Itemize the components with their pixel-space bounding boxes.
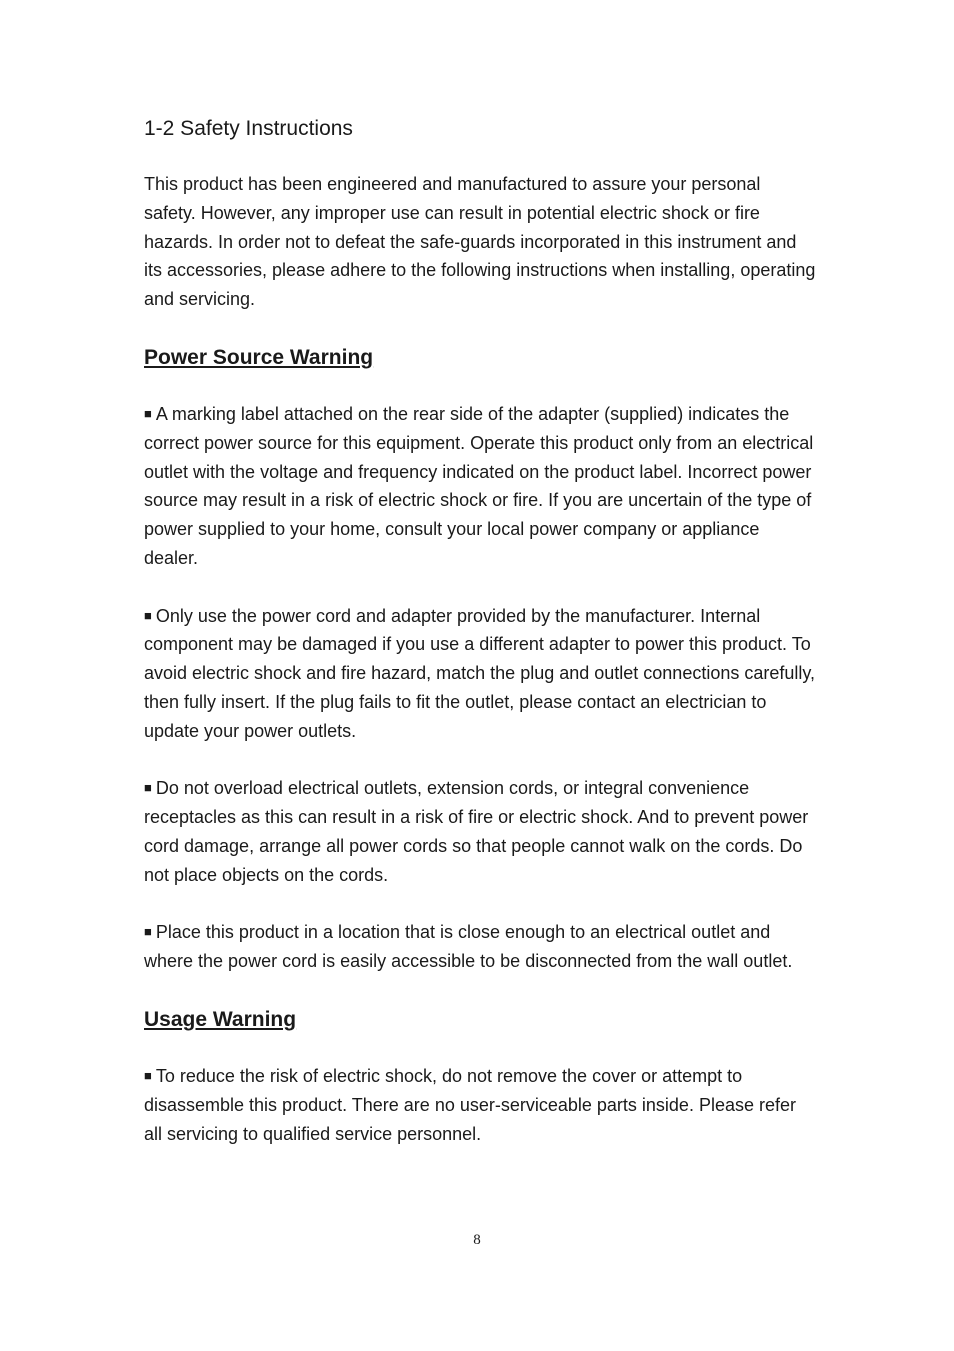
power-source-item [144, 774, 816, 889]
page-number: 8 [473, 1232, 481, 1248]
document-page [144, 113, 816, 1177]
power-source-item [144, 918, 816, 976]
usage-item [144, 1062, 816, 1148]
power-source-item-text: Only use the power cord and adapter provided by the manufacturer. Internal component may be damaged if you use a different adapter to power this product. To avoid electric shock and fire hazard, match the plug and outlet connections carefully, then fully insert. If the plug fails to fit the outlet, please contact an electrician to update your power outlets. [144, 605, 816, 741]
bullet-square-icon: ■ [144, 780, 152, 796]
usage-item-text: To reduce the risk of electric shock, do not remove the cover or attempt to disassemble this product. There are no user-serviceable parts inside. Please refer all servicing to qualified service personnel. [144, 1065, 796, 1144]
bullet-square-icon: ■ [144, 1067, 152, 1083]
usage-heading: Usage Warning [144, 1007, 297, 1031]
bullet-square-icon: ■ [144, 607, 152, 623]
power-source-item-text: A marking label attached on the rear side of the adapter (supplied) indicates the correct power source for this equipment. Operate this product only from an electrical outlet with the voltage and frequency indicated on the product label. Incorrect power source may result in a risk of electric shock or fire. If you are uncertain of the type of power supplied to your home, consult your local power company or appliance dealer. [144, 403, 814, 568]
power-source-item [144, 400, 816, 573]
power-source-heading: Power Source Warning [144, 345, 374, 369]
bullet-square-icon: ■ [144, 405, 152, 421]
bullet-square-icon: ■ [144, 924, 152, 940]
power-source-item [144, 602, 816, 746]
intro-paragraph: This product has been engineered and manufactured to assure your personal safety. However, any improper use can result in potential electric shock or fire hazards. In order not to defeat the safe-guards incorporated in this instrument and its accessories, please adhere to the following instructions when installing, operating and servicing. [144, 174, 816, 310]
section-title: 1-2 Safety Instructions [144, 117, 353, 140]
power-source-item-text: Place this product in a location that is close enough to an electrical outlet and where the power cord is easily accessible to be disconnected from the wall outlet. [144, 922, 793, 972]
power-source-item-text: Do not overload electrical outlets, extension cords, or integral convenience receptacles as this can result in a risk of fire or electric shock. And to prevent power cord damage, arrange all power cords so that people cannot walk on the cords. Do not place objects on the cords. [144, 778, 809, 885]
